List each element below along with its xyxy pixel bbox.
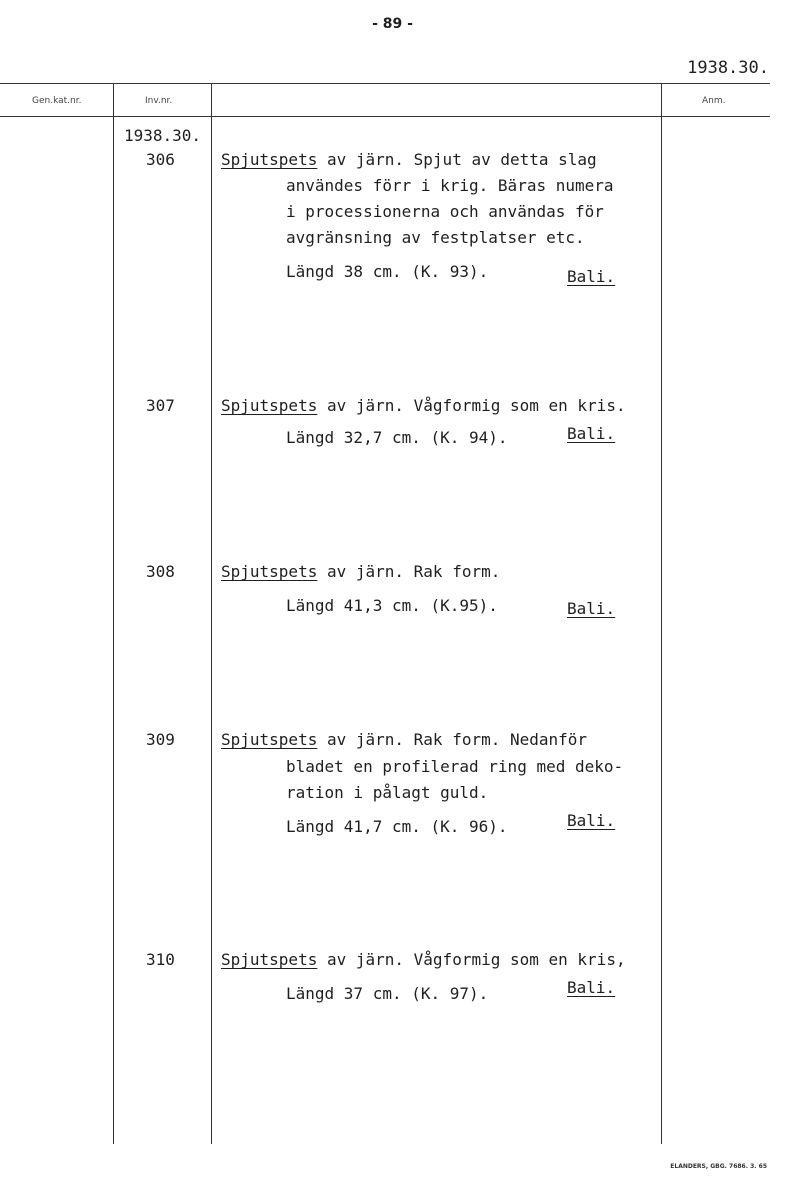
entry-line: i processionerna och användas för [286, 202, 604, 221]
entry-measure: Längd 41,7 cm. (K. 96). [286, 817, 508, 836]
entry-line: avgränsning av festplatser etc. [286, 228, 585, 247]
column-divider-2 [211, 84, 212, 1144]
entry-measure: Längd 38 cm. (K. 93). [286, 262, 489, 281]
entry-title: Spjutspets [221, 730, 318, 749]
inv-number: 310 [146, 950, 175, 969]
entry-description: av järn. Vågformig som en kris, [317, 950, 626, 969]
entry-first-line [221, 950, 626, 969]
top-rule [0, 83, 770, 84]
entry-first-line [221, 562, 500, 581]
entry-first-line [221, 150, 597, 169]
entry-first-line [221, 730, 587, 749]
page-number: - 89 - [372, 16, 413, 32]
entry-measure: Längd 37 cm. (K. 97). [286, 984, 489, 1003]
entry-description: av järn. Vågformig som en kris. [317, 396, 626, 415]
entry-title: Spjutspets [221, 950, 318, 969]
printer-footer: ELANDERS, GBG. 7686. 3. 65 [670, 1163, 767, 1170]
entry-origin: Bali. [567, 811, 616, 830]
entry-origin: Bali. [567, 978, 616, 997]
group-header: 1938.30. [124, 126, 202, 145]
entry-description: av järn. Spjut av detta slag [317, 150, 597, 169]
entry-title: Spjutspets [221, 562, 318, 581]
column-header-gen-kat: Gen.kat.nr. [32, 96, 82, 106]
entry-first-line [221, 396, 626, 415]
entry-measure: Längd 32,7 cm. (K. 94). [286, 428, 508, 447]
inv-number: 309 [146, 730, 175, 749]
entry-line: bladet en profilerad ring med deko- [286, 757, 624, 776]
entry-origin: Bali. [567, 424, 616, 443]
entry-title: Spjutspets [221, 150, 318, 169]
column-divider-1 [113, 84, 114, 1144]
entry-title: Spjutspets [221, 396, 318, 415]
entry-measure: Längd 41,3 cm. (K.95). [286, 596, 498, 615]
entry-line: användes förr i krig. Bäras numera [286, 176, 614, 195]
entry-line: ration i pålagt guld. [286, 783, 489, 802]
column-divider-3 [661, 84, 662, 1144]
header-rule [0, 116, 770, 117]
column-header-anm: Anm. [702, 96, 726, 106]
year-header: 1938.30. [687, 58, 769, 78]
entry-origin: Bali. [567, 599, 616, 618]
entry-description: av järn. Rak form. [317, 562, 501, 581]
inv-number: 307 [146, 396, 175, 415]
column-header-inv: Inv.nr. [145, 96, 173, 106]
entry-description: av järn. Rak form. Nedanför [317, 730, 588, 749]
inv-number: 306 [146, 150, 175, 169]
entry-origin: Bali. [567, 267, 616, 286]
inv-number: 308 [146, 562, 175, 581]
